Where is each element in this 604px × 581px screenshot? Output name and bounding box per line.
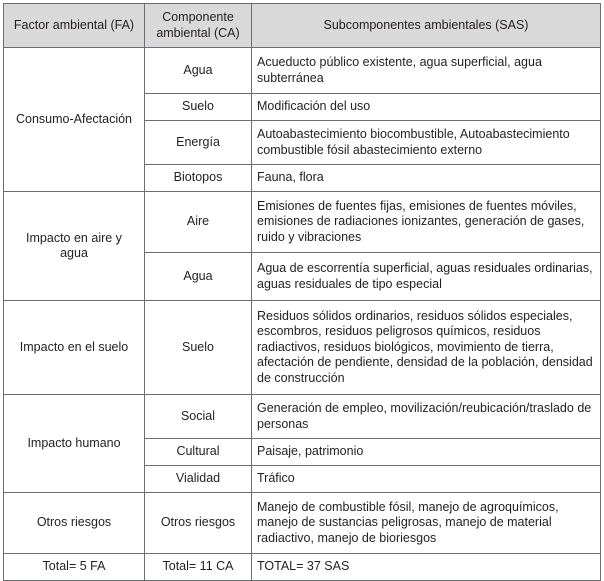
total-ca-cell: Total= 11 CA — [145, 554, 252, 581]
ca-cell: Social — [145, 395, 252, 439]
sas-cell: Residuos sólidos ordinarios, residuos sólidos especiales, escombros, residuos peligrosos químicos, residuos radiactivos, residuos biológicos, movimiento de tierra, afectación de pendiente, densidad de la población, densidad de construcción — [252, 301, 601, 395]
fa-cell: Consumo-Afectación — [4, 48, 145, 192]
sas-cell: Acueducto público existente, agua superficial, agua subterránea — [252, 48, 601, 94]
sas-cell: Fauna, flora — [252, 165, 601, 192]
sas-cell: Autoabastecimiento biocombustible, Autoabastecimiento combustible fósil abastecimiento externo — [252, 121, 601, 165]
table-row — [4, 301, 601, 395]
sas-cell: Emisiones de fuentes fijas, emisiones de fuentes móviles, emisiones de radiaciones ionizantes, generación de gases, ruido y vibraciones — [252, 192, 601, 253]
header-sas: Subcomponentes ambientales (SAS) — [252, 4, 601, 48]
total-sas-cell: TOTAL= 37 SAS — [252, 554, 601, 581]
header-row — [4, 4, 601, 48]
fa-cell: Otros riesgos — [4, 493, 145, 554]
fa-cell: Impacto humano — [4, 395, 145, 493]
table-row — [4, 192, 601, 253]
ca-cell: Aire — [145, 192, 252, 253]
table-row — [4, 493, 601, 554]
table-row — [4, 395, 601, 439]
total-fa-cell: Total= 5 FA — [4, 554, 145, 581]
fa-cell: Impacto en el suelo — [4, 301, 145, 395]
sas-cell: Tráfico — [252, 466, 601, 493]
fa-cell-text: Impacto en aire y agua — [26, 230, 122, 260]
sas-cell: Manejo de combustible fósil, manejo de agroquímicos, manejo de sustancias peligrosas, manejo de material radiactivo, manejo de bioriesgos — [252, 493, 601, 554]
sas-cell: Agua de escorrentía superficial, aguas residuales ordinarias, aguas residuales de tipo especial — [252, 253, 601, 301]
header-fa: Factor ambiental (FA) — [4, 4, 145, 48]
header-ca: Componente ambiental (CA) — [145, 4, 252, 48]
environmental-factors-table — [3, 3, 601, 581]
ca-cell: Agua — [145, 48, 252, 94]
ca-cell: Agua — [145, 253, 252, 301]
ca-cell: Suelo — [145, 94, 252, 121]
fa-cell — [4, 192, 145, 301]
ca-cell: Energía — [145, 121, 252, 165]
ca-cell: Suelo — [145, 301, 252, 395]
totals-row — [4, 554, 601, 581]
ca-cell: Otros riesgos — [145, 493, 252, 554]
sas-cell: Modificación del uso — [252, 94, 601, 121]
table-row — [4, 48, 601, 94]
sas-cell: Paisaje, patrimonio — [252, 439, 601, 466]
sas-cell: Generación de empleo, movilización/reubicación/traslado de personas — [252, 395, 601, 439]
ca-cell: Vialidad — [145, 466, 252, 493]
ca-cell: Biotopos — [145, 165, 252, 192]
ca-cell: Cultural — [145, 439, 252, 466]
